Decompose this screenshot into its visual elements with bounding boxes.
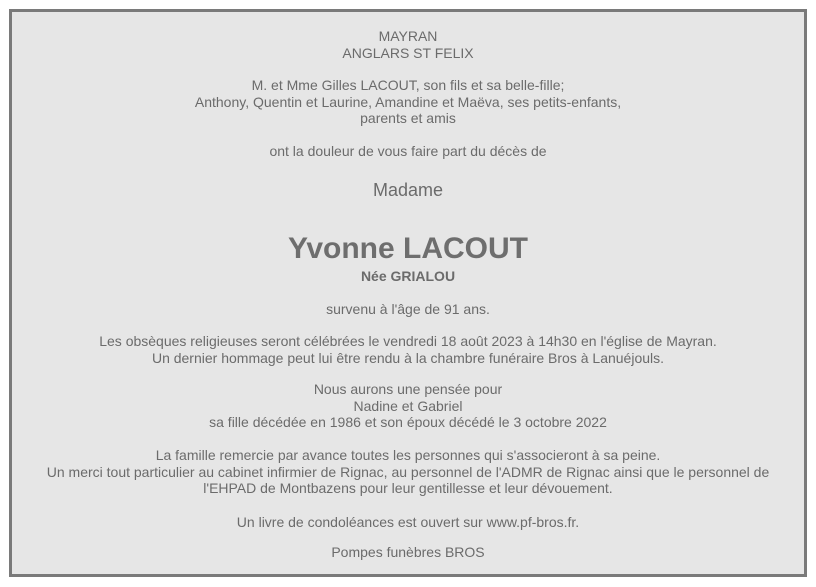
- condolences-text: Un livre de condoléances est ouvert sur www.pf-bros.fr.: [236, 514, 580, 530]
- announcement: [12, 143, 804, 160]
- name-text: Yvonne LACOUT: [287, 232, 528, 265]
- family-line-1: M. et Mme Gilles LACOUT, son fils et sa belle-fille;: [251, 77, 565, 93]
- family-line-3: parents et amis: [360, 110, 456, 126]
- funeral-home-name: Pompes funèbres BROS: [331, 544, 485, 560]
- title-text: Madame: [372, 180, 444, 200]
- deceased-title: [12, 180, 804, 200]
- place-line-2: ANGLARS ST FELIX: [342, 44, 474, 61]
- condolences: [12, 514, 804, 531]
- maiden-name-text: Née GRIALOU: [360, 268, 456, 284]
- family-list: [12, 77, 804, 127]
- thanks: [12, 447, 804, 497]
- maiden-name: [12, 268, 804, 285]
- thanks-line-2: Un merci tout particulier au cabinet infirmier de Rignac, au personnel de l'ADMR de Rignac ainsi que le personnel de: [46, 463, 770, 480]
- announcement-text: ont la douleur de vous faire part du décès de: [269, 143, 547, 159]
- funeral-line-2: Un dernier hommage peut lui être rendu à la chambre funéraire Bros à Lanuéjouls.: [151, 349, 665, 366]
- remembrance: [12, 381, 804, 431]
- place-line-1: MAYRAN: [378, 28, 438, 44]
- thanks-line-3: l'EHPAD de Montbazens pour leur gentillesse et leur dévouement.: [203, 480, 613, 496]
- deceased-name: [12, 233, 804, 265]
- family-line-2: Anthony, Quentin et Laurine, Amandine et Maëva, ses petits-enfants,: [194, 93, 622, 110]
- age-text: survenu à l'âge de 91 ans.: [326, 301, 490, 317]
- thanks-line-1: La famille remercie par avance toutes les personnes qui s'associeront à sa peine.: [155, 447, 661, 463]
- header-places: [12, 28, 804, 61]
- remembrance-line-1: Nous aurons une pensée pour: [313, 381, 503, 397]
- footer: [12, 544, 804, 561]
- obituary-card: [9, 9, 807, 577]
- remembrance-line-2: Nadine et Gabriel: [353, 397, 463, 414]
- funeral-line-1: Les obsèques religieuses seront célébrées le vendredi 18 août 2023 à 14h30 en l'église de Mayran.: [99, 333, 717, 349]
- remembrance-line-3: sa fille décédée en 1986 et son époux décédé le 3 octobre 2022: [209, 414, 607, 430]
- age-line: [12, 301, 804, 318]
- funeral-info: [12, 333, 804, 366]
